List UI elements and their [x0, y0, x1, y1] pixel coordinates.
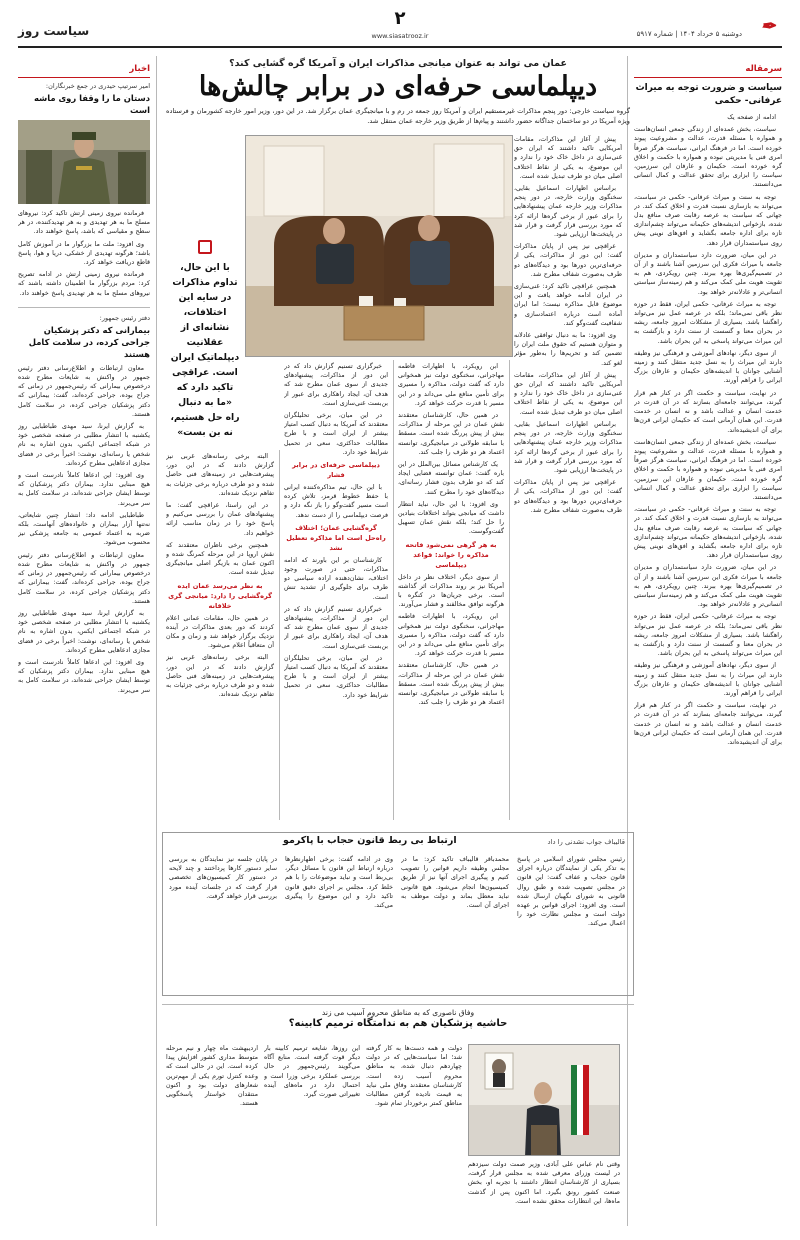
editorial-paragraph: توجه به سنت و میراث عرفانی- حکمی در سیاست، می‌تواند به بازسازی نسبت قدرت و اخلاق کمک کند. در جهانی که سیاست به عرصه رقابت صرف منافع بدل شده، بازخوانی اندیشه‌های حکیمانه می‌تواند چشم‌اندازی تازه برای اداره جامعه بگشاید و افق‌های نوینی پیش روی سیاستمداران قرار دهد. [634, 506, 782, 560]
editorial-paragraph: در نهایت، سیاست و حکمت اگر در کنار هم قرار گیرند، می‌توانند جامعه‌ای بسازند که در آن قدرت در خدمت انسان و عدالت باشد و نه انسان در خدمت قدرت. این همان آرمانی است که حکیمان ایرانی قرن‌ها برای آن اندیشیده‌اند. [634, 702, 782, 746]
pullquote-box [170, 240, 240, 440]
column-divider [393, 360, 394, 820]
main-subhead: دیپلماسی حرفه‌ای در برابر فشار [292, 461, 380, 480]
editorial-paragraph: در این میان، ضرورت دارد سیاستمداران و مدیران جامعه با میراث فکری این سرزمین آشنا باشند و از آن در تصمیم‌گیری‌ها بهره ببرند. چنین رویکردی، هم به تقویت هویت ملی کمک می‌کند و هم زمینه‌ساز سیاستی انسانی‌تر و عادلانه‌تر خواهد بود. [634, 251, 782, 296]
news1-paragraph: وی افزود: ملت ما بزرگوار ما در آموزش کامل باشد؛ هرگونه تهدیدی از خشکی، دریا و هوا، پاسخ قاطع دریافت خواهد کرد. [18, 240, 150, 267]
editorial-label: سرمقاله [745, 64, 782, 74]
editorial-paragraph: از سوی دیگر، نهادهای آموزشی و فرهنگی نیز وظیفه دارند این میراث را به نسل جدید منتقل کنند و زمینه آشنایی جوانان با اندیشه‌های حکیمان و عارفان بزرگ ایرانی را فراهم آورند. [634, 662, 782, 697]
column-divider [156, 56, 157, 1226]
main-paragraph: در همین حال، کارشناسان معتقدند نقش عمان در این مرحله از مذاکرات، بیش از پیش پررنگ شده است. مسقط با سابقه طولانی در میانجیگری، توانسته اعتماد هر دو طرف را جلب کند. [398, 412, 504, 456]
main-paragraph: ابن رویکرد، با اظهارات فاطمه مهاجرانی، سخنگوی دولت نیز همخوانی دارد که گفت دولت، مذاکره را مسیری برای تأمین منافع ملی می‌داند و در این مسیر با قدرت حرکت خواهد کرد. [398, 613, 504, 658]
page-number: ۲ [394, 8, 406, 29]
bottom-photo [468, 1044, 620, 1156]
main-photo [245, 135, 513, 357]
editorial-title: سیاست و ضرورت توجه به میراث عرفانی- حکمی [635, 83, 782, 106]
main-paragraph: خبرگزاری تسنیم گزارش داد که در این دور از مذاکرات، پیشنهادهای جدیدی از سوی عمان مطرح شد که هدف آن، ایجاد راهکاری برای عبور از بن‌بست غنی‌سازی است. [284, 605, 388, 650]
editorial-paragraph: سیاست، بخش عمده‌ای از زندگی جمعی انسان‌هاست و همواره با مسئله قدرت، عدالت و مشروعیت پیوند خورده است. اما در فرهنگ ایرانی، سیاست هرگز صرفاً امری فنی یا مدیریتی نبوده و همواره با حکمت و اخلاق گره خورده است. حکیمان و عارفان این سرزمین، سیاست را ابزاری برای تحقق عدالت و کمال انسانی می‌دانستند. [634, 126, 782, 189]
editorial-paragraph: در نهایت، سیاست و حکمت اگر در کنار هم قرار گیرند، می‌توانند جامعه‌ای بسازند که در آن قدرت در خدمت انسان و عدالت باشد و نه انسان در خدمت قدرت. این همان آرمانی است که حکیمان ایرانی قرن‌ها برای آن اندیشیده‌اند. [634, 389, 782, 434]
main-paragraph: البته برخی رسانه‌های غربی نیز گزارش دادند که در این دور، پیشرفت‌هایی در زمینه‌های فنی حاصل شده و دو طرف درباره برخی جزئیات به تفاهم نزدیک شده‌اند. [166, 453, 274, 497]
main-headline: دیپلماسی حرفه‌ای در برابر چالش‌ها [198, 71, 598, 102]
main-paragraph: در همین حال، کارشناسان معتقدند نقش عمان در این مرحله از مذاکرات، بیش از پیش پررنگ شده است. مسقط با سابقه طولانی در میانجیگری، توانسته اعتماد هر دو طرف را جلب کند. [398, 662, 504, 707]
main-paragraph: همچنین عراقچی تاکید کرد: غنی‌سازی در ایران ادامه خواهد یافت و این موضوع قابل مذاکره نیست؛ اما ایران آماده است درباره اعتمادسازی و شفافیت گفت‌وگو کند. [514, 283, 622, 327]
main-paragraph: البته برخی رسانه‌های غربی نیز گزارش دادند که در این دور، پیشرفت‌هایی در زمینه‌های فنی حاصل شده و دو طرف درباره برخی جزئیات به تفاهم نزدیک شده‌اند. [166, 654, 274, 699]
news1-body [18, 209, 150, 301]
main-col-d [166, 452, 274, 822]
main-paragraph: در همین حال، مقامات عمانی اعلام کردند که دور بعدی مذاکرات در آینده نزدیک برگزار خواهد شد و زمان و مکان آن متعاقباً اعلام می‌شود. [166, 614, 274, 650]
news2-paragraph: وی افزود: این ادعاها کاملاً نادرست است و هیچ مبنایی ندارد. بیماران دکتر پزشکیان که توسط ایشان جراحی شده‌اند، در سلامت کامل به سر می‌برند. [18, 472, 150, 507]
hijab-law-box [162, 832, 634, 996]
main-subhead: گره‌گشایی عمان؛ اختلاف راه‌حل است اما مذاکره تعطیل نشد [286, 523, 386, 552]
editorial-paragraph: توجه به میراث عرفانی- حکمی ایران، فقط در حوزه نظر باقی نمی‌ماند؛ بلکه در عرصه عمل نیز می‌تواند راهگشا باشد. بسیاری از مشکلات امروز جامعه، ریشه در بحران معنا و گسست از سنت دارد و بازگشت به این میراث می‌تواند پاسخی به این بحران باشد. [634, 300, 782, 345]
editorial-label-bar [634, 56, 782, 78]
editorial-paragraph: در این میان، ضرورت دارد سیاستمداران و مدیران جامعه با میراث فکری این سرزمین آشنا باشند و از آن در تصمیم‌گیری‌ها بهره ببرند. چنین رویکردی، هم به تقویت هویت ملی کمک می‌کند و هم زمینه‌ساز سیاستی انسانی‌تر و عادلانه‌تر خواهد بود. [634, 564, 782, 609]
bottom-separator [162, 1004, 634, 1005]
main-paragraph: کارشناسان بر این باورند که ادامه مذاکرات، حتی در صورت وجود اختلاف، نشان‌دهنده اراده سیاسی دو طرف برای جلوگیری از تشدید تنش است. [284, 556, 388, 601]
bottom-col-4: اردیبهشت ماه چهار و نیم مرحله متوسط مداری کشور افزایش پیدا کرده است. این در حالی است که وعده کنترل تورم یکی از مهم‌ترین شعارهای دولت بود و اکنون منتقدان خواستار پاسخگویی هستند. [166, 1045, 258, 1108]
box-col-4: در پایان جلسه نیز نمایندگان به بررسی سایر دستور کارها پرداختند و چند لایحه در دستور کار کمیسیون‌های تخصصی قرار گرفت که در جلسات آینده مورد بررسی قرار خواهد گرفت. [169, 856, 277, 900]
news2-paragraph: معاون ارتباطات و اطلاع‌رسانی دفتر رئیس جمهور در واکنش به شایعات مطرح شده درخصوص بیمارانی که رئیس‌جمهور در زمانی که جراح بوده، جراحی کرده‌اند، گفت: بیمارانی که دکتر پزشکیان جراحی کرده، در سلامت کامل هستند. [18, 551, 150, 605]
main-paragraph: از سوی دیگر، اختلاف نظر در داخل آمریکا نیز بر روند مذاکرات اثر گذاشته است. برخی جریان‌ها در کنگره با هرگونه توافق مخالفند و فشار می‌آورند. [398, 573, 504, 609]
bottom-kicker: وفاق ناصوری که به مناطق محروم آسیب می زند [321, 1008, 475, 1017]
website: www.siasatrooz.ir [371, 32, 429, 40]
bottom-col-1: وقتی نام عباس علی آبادی، وزیر صمت دولت سیزدهم در لیست وزرای معرفی شده به مجلس قرار گرفت، بسیاری از کارشناسان انتظار داشتند با تجربه او، بخش صنعت کشور رونق بگیرد. اما اکنون پس از گذشت ماه‌ها، این انتظارات محقق نشده است. [468, 1161, 620, 1205]
news2-paragraph: وی افزود: این ادعاها کاملاً نادرست است و هیچ مبنایی ندارد. بیماران دکتر پزشکیان که توسط ایشان جراحی شده‌اند، در سلامت کامل به سر می‌برند. [18, 658, 150, 694]
box-col-1: رئیس مجلس شورای اسلامی در پاسخ به تذکر یکی از نمایندگان درباره اجرای قانون حجاب و عفاف گفت: این قانون در مجلس تصویب شده و طبق روال قانونی به شورای نگهبان ارسال شده است. وی افزود: اجرای قوانین بر عهده دولت است و مجلس نظارت خود را اعمال می‌کند. [517, 856, 625, 928]
main-paragraph: براساس اظهارات اسماعیل بقایی، سخنگوی وزارت خارجه، در دور پنجم مذاکرات وزیر خارجه عمان پیشنهادهایی را برای عبور از برخی گره‌ها ارائه کرد که مورد بررسی قرار گرفت و قرار شد در پایتخت‌ها ارزیابی شود. [514, 420, 622, 474]
main-kicker: عمان می تواند به عنوان میانجی مذاکرات ایران و آمریکا گره گشایی کند؟ [229, 58, 567, 69]
president-speech-image [468, 1045, 619, 1156]
pullquote-text: با این حال، تداوم مذاکرات در سایه این اختلافات، نشانه‌ای از عقلانیت دیپلماتیک ایران است. عراقچی تاکید دارد که «ما به دنبال راه حل هستیم، نه بن بست» [170, 262, 240, 438]
news-column [18, 56, 150, 1226]
news-separator [18, 307, 150, 308]
news-label: اخبار [129, 64, 150, 74]
masthead [18, 10, 782, 46]
editorial-paragraph: توجه به میراث عرفانی- حکمی ایران، فقط در حوزه نظر باقی نمی‌ماند؛ بلکه در عرصه عمل نیز می‌تواند راهگشا باشد. بسیاری از مشکلات امروز جامعه، ریشه در بحران معنا و گسست از سنت دارد و بازگشت به این میراث می‌تواند پاسخی به این بحران باشد. [634, 613, 782, 658]
main-subhead: به هر گرهی نمی‌شود فاتحه مذاکره را خواند: قواعد دیپلماسی [405, 540, 497, 569]
news2-title: بیمارانی که دکتر پزشکیان جراحی کرده، در سلامت کامل هستند [28, 324, 150, 359]
news2-paragraph: معاون ارتباطات و اطلاع‌رسانی دفتر رئیس جمهور در واکنش به شایعات مطرح شده درخصوص بیمارانی که رئیس‌جمهور در زمانی که جراح بوده، جراحی کرده‌اند، گفت: بیمارانی که دکتر پزشکیان جراحی کرده، در سلامت کامل هستند. [18, 364, 150, 418]
header-rule [18, 46, 782, 48]
news1-photo [18, 120, 150, 204]
main-col-b [398, 362, 504, 822]
news1-paragraph: فرمانده نیروی زمینی ارتش تاکید کرد: نیروهای مسلح ما به هر تهدیدی و به هر تهدیدکننده، در هر سطح و مقیاسی که باشد، پاسخ خواهند داد. [18, 210, 150, 236]
editorial-paragraph: سیاست، بخش عمده‌ای از زندگی جمعی انسان‌هاست و همواره با مسئله قدرت، عدالت و مشروعیت پیوند خورده است. اما در فرهنگ ایرانی، سیاست هرگز صرفاً امری فنی یا مدیریتی نبوده و همواره با حکمت و اخلاق گره خورده است. حکیمان و عارفان این سرزمین، سیاست را ابزاری برای تحقق عدالت و کمال انسانی می‌دانستند. [634, 438, 782, 501]
main-paragraph: وی افزود: با این حال، نباید انتظار داشت که میانجی بتواند اختلافات بنیادین را حل کند؛ بلکه نقش عمان تسهیل گفت‌وگوست. [398, 500, 504, 536]
diplomats-meeting-image [245, 136, 512, 357]
main-paragraph: پیش از آغاز این مذاکرات، مقامات آمریکایی تاکید داشتند که ایران حق غنی‌سازی در داخل خاک خود را ندارد و این موضوع، به یکی از نقاط اختلاف اصلی میان دو طرف تبدیل شده است. [514, 371, 622, 416]
bottom-col-2: دولت و همه دست‌ها به کار گرفته شد؛ اما سیاست‌هایی که در دولت چهاردهم دنبال شده، به مناطق محروم آسیب زده است. کارشناسان معتقدند وفاق ملی نباید به قیمت نادیده گرفتن مطالبات مناطق کمتر برخوردار تمام شود. [366, 1045, 462, 1108]
main-paragraph: براساس اظهارات اسماعیل بقایی، سخنگوی وزارت خارجه، در دور پنجم مذاکرات وزیر خارجه عمان پیشنهادهایی را برای عبور از برخی گره‌ها ارائه کرد که مورد بررسی قرار گرفت و قرار شد در پایتخت‌ها ارزیابی شود. [514, 185, 622, 239]
main-paragraph: در این میان، برخی تحلیلگران معتقدند که آمریکا به دنبال کسب امتیاز بیشتر از ایران است و با طرح مطالبات حداکثری، سعی در تحمیل شرایط خود دارد. [284, 412, 388, 456]
main-col-a [514, 135, 622, 615]
news2-paragraph: به گزارش ایرنا، سید مهدی طباطبایی روز یکشنبه با انتشار مطلبی در صفحه شخصی خود در شبکه اجتماعی ایکس، بدون اشاره به نام شخص یا رسانه‌ای، نوشت: اخیراً برخی در فضای مجازی ادعاهایی مطرح کرده‌اند. [18, 423, 150, 467]
section-name: سیاست روز [18, 24, 90, 38]
main-paragraph: با این حال، تیم مذاکره‌کننده ایرانی با حفظ خطوط قرمز، تلاش کرده است مسیر گفت‌وگو را باز نگه دارد و فرصت دیپلماسی را از دست ندهد. [284, 484, 388, 519]
news2-paragraph: طباطبایی ادامه داد: انتشار چنین شایعاتی، نه‌تنها آزار بیماران و خانواده‌های آنهاست، بلکه ضربه به اعتماد عمومی به جامعه پزشکی نیز محسوب می‌شود. [18, 511, 150, 547]
main-paragraph: عراقچی نیز پس از پایان مذاکرات گفت: این دور از مذاکرات، یکی از حرفه‌ای‌ترین دورها بود و دیدگاه‌های دو طرف به‌صورت شفاف مطرح شد. [514, 243, 622, 278]
quote-mark-icon [198, 240, 212, 254]
editorial-column [634, 56, 782, 1226]
main-paragraph: ابن رویکرد، با اظهارات فاطمه مهاجرانی، سخنگوی دولت نیز همخوانی دارد که گفت دولت، مذاکره را مسیری برای تأمین منافع ملی می‌داند و در این مسیر با قدرت حرکت خواهد کرد. [398, 363, 504, 407]
bottom-title: حاشیه پزشکیان هم به ندامتگاه ترمیم کابینه؟ [288, 1018, 508, 1029]
main-lead: گروه سیاست خارجی: دور پنجم مذاکرات غیرمستقیم ایران و آمریکا روز جمعه در رم و با میانجیگری عمان برگزار شد. در این دور، وزیر امور خارجه کشورمان و فرستاده ویژه آمریکا در دو ساختمان جداگانه حضور داشتند و پیام‌ها از طریق وزیر خارجه عمان منتقل شد. [166, 107, 630, 125]
main-paragraph: عراقچی نیز پس از پایان مذاکرات گفت: این دور از مذاکرات، یکی از حرفه‌ای‌ترین دورها بود و دیدگاه‌های دو طرف به‌صورت شفاف مطرح شد. [514, 479, 622, 514]
main-paragraph: وی افزود: ما به دنبال توافقی عادلانه و متوازن هستیم که حقوق ملت ایران را تضمین کند و تحریم‌ها را به‌طور مؤثر لغو کند. [514, 332, 622, 367]
column-divider [509, 360, 510, 820]
editorial-paragraph: توجه به سنت و میراث عرفانی- حکمی در سیاست، می‌تواند به بازسازی نسبت قدرت و اخلاق کمک کند. در جهانی که سیاست به عرصه رقابت صرف منافع بدل شده، بازخوانی اندیشه‌های حکیمانه می‌تواند چشم‌اندازی تازه برای اداره جامعه بگشاید و افق‌های نوینی پیش روی سیاستمداران قرار دهد. [634, 193, 782, 247]
main-col-c [284, 362, 388, 822]
editorial-paragraph: ادامه از صفحه یک [727, 114, 776, 121]
box-byline: قالیباف جواب نشدنی را داد [547, 838, 625, 846]
main-paragraph: خبرگزاری تسنیم گزارش داد که در این دور از مذاکرات، پیشنهادهای جدیدی از سوی عمان مطرح شد که هدف آن، ایجاد راهکاری برای عبور از بن‌بست غنی‌سازی است. [284, 363, 388, 407]
bottom-col-3: این روزها، شایعه ترمیم کابینه بار دیگر قوت گرفته است. منابع آگاه می‌گویند رئیس‌جمهور در حال بررسی عملکرد برخی وزرا است و احتمال دارد در ماه‌های آینده تغییراتی صورت گیرد. [264, 1045, 360, 1099]
news1-title: دستان ما را وقفا روی ماشه است [33, 93, 150, 115]
main-paragraph: یک کارشناس مسائل بین‌الملل در این باره گفت: عمان توانسته فضایی ایجاد کند که دو طرف بدون فشار رسانه‌ای، دیدگاه‌های خود را مطرح کنند. [398, 461, 504, 496]
main-paragraph: همچنین برخی ناظران معتقدند که نقش اروپا در این مرحله کمرنگ شده و اکنون عمان به بازیگر اصلی میانجیگری تبدیل شده است. [166, 541, 274, 577]
military-commander-image [18, 120, 150, 204]
news2-kicker: دفتر رئیس جمهور: [99, 313, 150, 322]
box-col-3: وی در ادامه گفت: برخی اظهارنظرها درباره ارتباط این قانون با مسائل دیگر، بی‌ربط است و نباید موضوعات را با هم خلط کرد. مجلس بر اجرای دقیق قانون تاکید دارد و این موضوع را پیگیری می‌کند. [285, 856, 393, 910]
main-subhead: به نظر می‌رسد عمان ایده گره‌گشایی را دارد: میانجی گری خلاقانه [168, 581, 272, 610]
editorial-body [634, 113, 782, 1233]
issue-date: دوشنبه ۵ خرداد ۱۴۰۴ | شماره ۵۹۱۷ [636, 30, 742, 38]
editorial-paragraph: از سوی دیگر، نهادهای آموزشی و فرهنگی نیز وظیفه دارند این میراث را به نسل جدید منتقل کنند و زمینه آشنایی جوانان با اندیشه‌های حکیمان و عارفان بزرگ ایرانی را فراهم آورند. [634, 349, 782, 385]
news-label-bar [18, 56, 150, 78]
main-paragraph: پیش از آغاز این مذاکرات، مقامات آمریکایی تاکید داشتند که ایران حق غنی‌سازی در داخل خاک خود را ندارد و این موضوع، به یکی از نقاط اختلاف اصلی میان دو طرف تبدیل شده است. [514, 136, 622, 180]
main-paragraph: در این راستا، عراقچی گفت: ما پیشنهادهای عمان را بررسی می‌کنیم و پاسخ خود را در زمان مناسب ارائه خواهیم داد. [166, 502, 274, 537]
news1-kicker: امیر سرتیپ حیدری در جمع خبرنگاران: [45, 82, 150, 90]
logo: ✒ [760, 16, 776, 37]
main-paragraph: در این میان، برخی تحلیلگران معتقدند که آمریکا به دنبال کسب امتیاز بیشتر از ایران است و با طرح مطالبات حداکثری، سعی در تحمیل شرایط خود دارد. [284, 654, 388, 699]
news2-body [18, 364, 150, 884]
box-title: ارتباط بی ربط قانون حجاب با پاکرمو [283, 835, 457, 846]
box-col-2: محمدباقر قالیباف تاکید کرد: ما در مجلس وظیفه داریم قوانین را تصویب کنیم و پیگیری اجرای آنها نیز از طریق کمیسیون‌ها انجام می‌شود. هیچ قانونی نباید معطل بماند و دولت موظف به اجرای آن است. [401, 856, 509, 910]
news2-paragraph: به گزارش ایرنا، سید مهدی طباطبایی روز یکشنبه با انتشار مطلبی در صفحه شخصی خود در شبکه اجتماعی ایکس، بدون اشاره به نام شخص یا رسانه‌ای، نوشت: اخیراً برخی در فضای مجازی ادعاهایی مطرح کرده‌اند. [18, 609, 150, 654]
column-divider [279, 450, 280, 820]
news1-paragraph: فرمانده نیروی زمینی ارتش در ادامه تصریح کرد: مردم بزرگوار ما اطمینان داشته باشند که نیروهای مسلح ما به هر تهدیدی پاسخ خواهند داد. [18, 271, 150, 297]
